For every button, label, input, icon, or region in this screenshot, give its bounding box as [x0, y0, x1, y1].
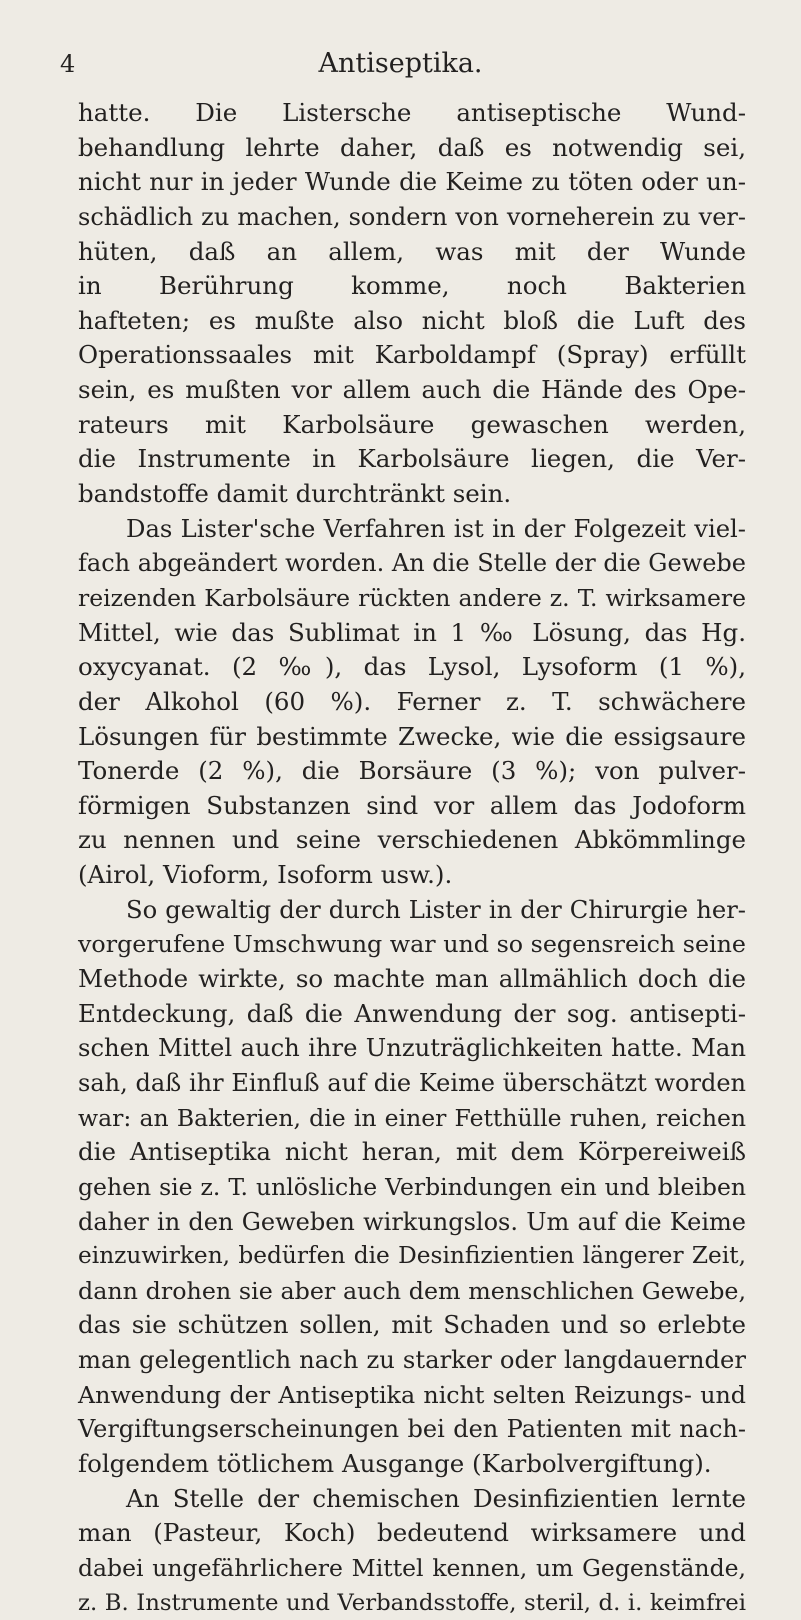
text-line: Lösungen für bestimmte Zwecke, wie die essigsaure: [78, 721, 746, 751]
text-line: Anwendung der Antiseptika nicht selten Reizungs- und: [78, 1380, 746, 1409]
text-line: oxycyanat. (2 ‰), das Lysol, Lysoform (1 %),: [78, 652, 746, 682]
text-line: schädlich zu machen, sondern von vorneherein zu ver-: [78, 202, 746, 231]
text-line: hüten, daß an allem, was mit der Wunde: [78, 236, 746, 266]
paragraph-end-line: folgendem tötlichem Ausgange (Karbolvergiftung).: [78, 1448, 712, 1478]
text-line: in Berührung komme, noch Bakterien: [78, 271, 746, 301]
page-number: 4: [60, 50, 76, 78]
paragraph-start-line: An Stelle der chemischen Desinfizientien lernte: [126, 1483, 746, 1513]
text-line: Vergiftungserscheinungen bei den Patienten mit nach-: [78, 1415, 746, 1444]
paragraph-start-line: Das Lister'sche Verfahren ist in der Folgezeit viel-: [126, 513, 746, 543]
text-line: nicht nur in jeder Wunde die Keime zu töten oder un-: [78, 167, 746, 197]
text-line: die Antiseptika nicht heran, mit dem Körpereiweiß: [78, 1137, 746, 1167]
text-line: einzuwirken, bedürfen die Desinfizientien längerer Zeit,: [78, 1242, 746, 1270]
text-line: man gelegentlich nach zu starker oder langdauernder: [78, 1345, 746, 1375]
text-line: schen Mittel auch ihre Unzuträglichkeiten hatte. Man: [78, 1033, 746, 1063]
text-line: Methode wirkte, so machte man allmählich doch die: [78, 964, 746, 994]
text-line: hafteten; es mußte also nicht bloß die Luft des: [78, 305, 746, 335]
text-line: war: an Bakterien, die in einer Fetthülle ruhen, reichen: [78, 1103, 746, 1132]
text-line: zu nennen und seine verschiedenen Abkömmlinge: [78, 825, 746, 855]
text-line: Entdeckung, daß die Anwendung der sog. antisepti-: [78, 998, 746, 1028]
text-line: daher in den Geweben wirkungslos. Um auf die Keime: [78, 1207, 746, 1236]
text-line: das sie schützen sollen, mit Schaden und so erlebte: [78, 1310, 746, 1340]
text-line: sah, daß ihr Einfluß auf die Keime überschätzt worden: [78, 1068, 746, 1097]
text-line: sein, es mußten vor allem auch die Hände des Ope-: [78, 375, 746, 405]
running-title: Antiseptika.: [318, 48, 483, 79]
text-line: Operationssaales mit Karboldampf (Spray) erfüllt: [78, 340, 746, 370]
text-line: behandlung lehrte daher, daß es notwendig sei,: [78, 132, 746, 162]
paragraph-end-line: bandstoffe damit durchtränkt sein.: [78, 479, 512, 509]
text-line: der Alkohol (60 %). Ferner z. T. schwächere: [78, 686, 746, 716]
paragraph-start-line: So gewaltig der durch Lister in der Chirurgie her-: [126, 894, 746, 924]
running-head: [0, 44, 801, 84]
text-line: die Instrumente in Karbolsäure liegen, die Ver-: [78, 444, 746, 474]
text-line: dann drohen sie aber auch dem menschlichen Gewebe,: [78, 1276, 746, 1305]
text-line: rateurs mit Karbolsäure gewaschen werden,: [78, 409, 746, 439]
text-line: man (Pasteur, Koch) bedeutend wirksamere und: [78, 1518, 746, 1548]
text-line: fach abgeändert worden. An die Stelle der die Gewebe: [78, 549, 746, 578]
paragraph-end-line: (Airol, Vioform, Isoform usw.).: [78, 860, 453, 890]
text-line: förmigen Substanzen sind vor allem das Jodoform: [78, 790, 746, 820]
text-line: Tonerde (2 %), die Borsäure (3 %); von pulver-: [78, 756, 746, 786]
text-line: gehen sie z. T. unlösliche Verbindungen ein und bleiben: [78, 1172, 746, 1201]
text-line: reizenden Karbolsäure rückten andere z. T. wirksamere: [78, 583, 746, 612]
text-line: dabei ungefährlichere Mittel kennen, um Gegenstände,: [78, 1553, 746, 1582]
text-line: hatte. Die Listersche antiseptische Wund-: [78, 98, 746, 127]
text-line: z. B. Instrumente und Verbandsstoffe, steril, d. i. keimfrei: [78, 1589, 746, 1616]
text-line: Mittel, wie das Sublimat in 1 ‰ Lösung, das Hg.: [78, 617, 746, 647]
body-text: [78, 96, 746, 1620]
text-line: vorgerufene Umschwung war und so segensreich seine: [78, 930, 746, 959]
